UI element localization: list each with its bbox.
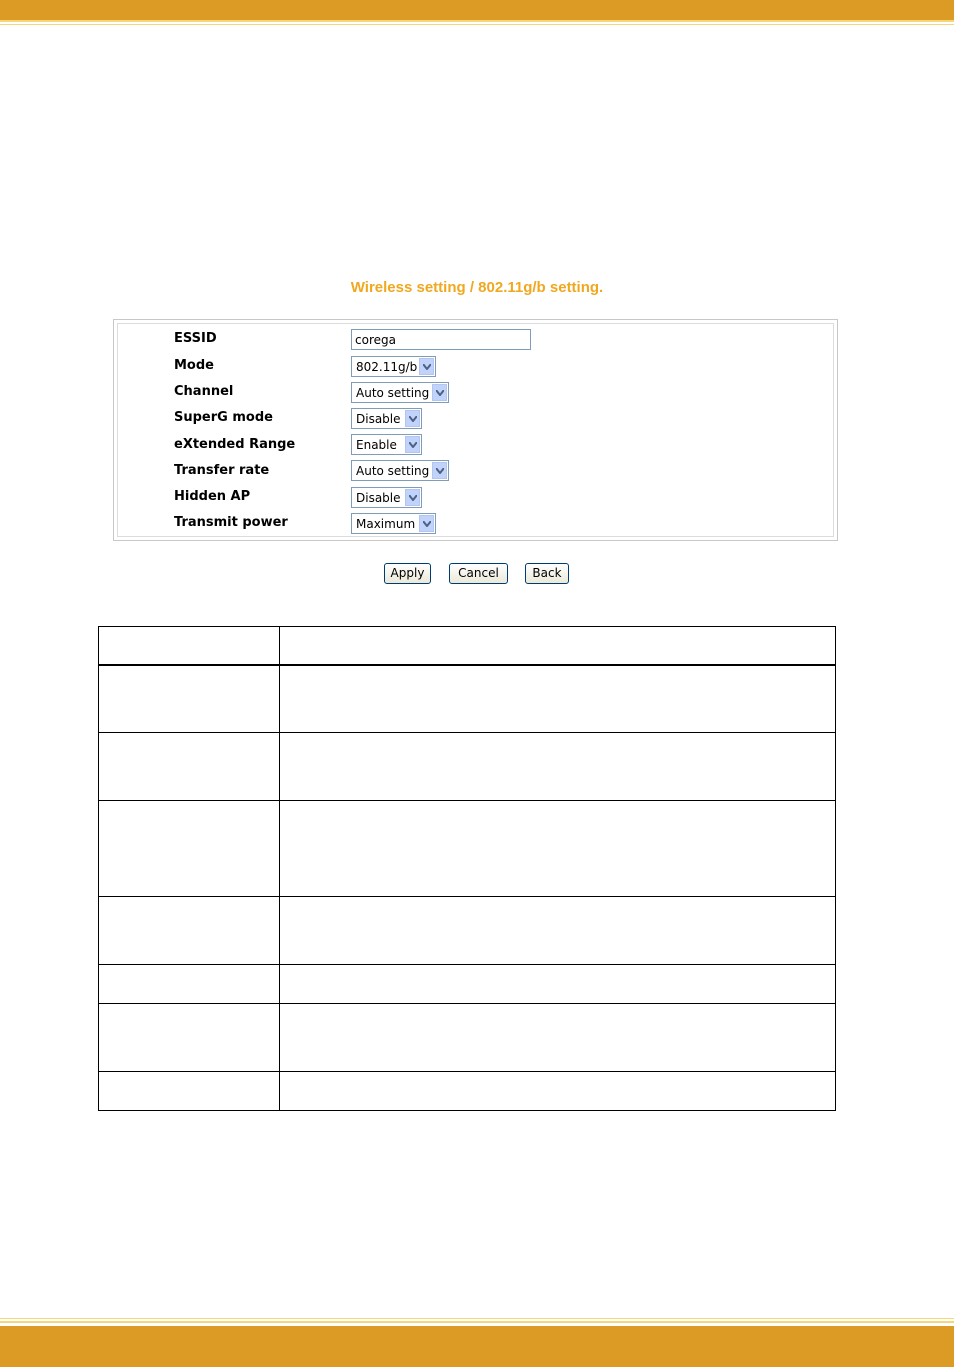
back-button[interactable]: Back (525, 563, 569, 584)
xr-select-value: Enable (356, 438, 397, 452)
table-row (99, 665, 836, 733)
table-cell (280, 801, 836, 897)
top-divider (0, 20, 954, 22)
power-select[interactable] (351, 513, 436, 534)
mode-select[interactable] (351, 356, 436, 377)
apply-button[interactable]: Apply (384, 563, 431, 584)
top-brand-band (0, 0, 954, 20)
chevron-down-icon[interactable] (432, 384, 447, 401)
bottom-brand-band (0, 1326, 954, 1367)
table-cell (99, 801, 280, 897)
table-cell (99, 665, 280, 733)
table-cell (280, 665, 836, 733)
table-cell (280, 1004, 836, 1072)
table-cell (280, 1072, 836, 1111)
table-cell (99, 965, 280, 1004)
bottom-divider-thin (0, 1318, 954, 1319)
top-divider-thin (0, 24, 954, 25)
table-cell (99, 1004, 280, 1072)
table-row (99, 733, 836, 801)
xr-label: eXtended Range (174, 437, 296, 452)
rate-select-value: Auto setting (356, 464, 430, 478)
superg-label: SuperG mode (174, 410, 273, 425)
table-cell (99, 627, 280, 665)
superg-select-value: Disable (356, 412, 401, 426)
xr-select[interactable] (351, 434, 422, 455)
channel-select-value: Auto setting (356, 386, 430, 400)
table-cell (99, 1072, 280, 1111)
description-table (98, 626, 836, 1111)
rate-select[interactable] (351, 460, 449, 481)
chevron-down-icon[interactable] (405, 489, 420, 506)
chevron-down-icon[interactable] (419, 358, 434, 375)
table-cell (280, 897, 836, 965)
mode-select-value: 802.11g/b (356, 360, 418, 374)
channel-select[interactable] (351, 382, 449, 403)
hidden-ap-select-value: Disable (356, 491, 401, 505)
table-cell (99, 733, 280, 801)
table-row (99, 897, 836, 965)
table-cell (99, 897, 280, 965)
power-label: Transmit power (174, 515, 288, 530)
channel-label: Channel (174, 384, 234, 399)
superg-select[interactable] (351, 408, 422, 429)
table-cell (280, 965, 836, 1004)
table-header-row (99, 627, 836, 665)
rate-label: Transfer rate (174, 463, 270, 478)
chevron-down-icon[interactable] (405, 410, 420, 427)
chevron-down-icon[interactable] (432, 462, 447, 479)
table-row (99, 965, 836, 1004)
hidden-ap-label: Hidden AP (174, 489, 251, 504)
table-cell (280, 733, 836, 801)
table-row (99, 801, 836, 897)
mode-label: Mode (174, 358, 214, 373)
cancel-button[interactable]: Cancel (449, 563, 508, 584)
hidden-ap-select[interactable] (351, 487, 422, 508)
page-title: Wireless setting / 802.11g/b setting. (350, 279, 604, 296)
table-row (99, 1072, 836, 1111)
table-row (99, 1004, 836, 1072)
essid-label: ESSID (174, 331, 217, 346)
table-cell (280, 627, 836, 665)
bottom-divider (0, 1321, 954, 1323)
chevron-down-icon[interactable] (405, 436, 420, 453)
essid-input[interactable] (351, 329, 531, 350)
power-select-value: Maximum (356, 517, 416, 531)
chevron-down-icon[interactable] (419, 515, 434, 532)
